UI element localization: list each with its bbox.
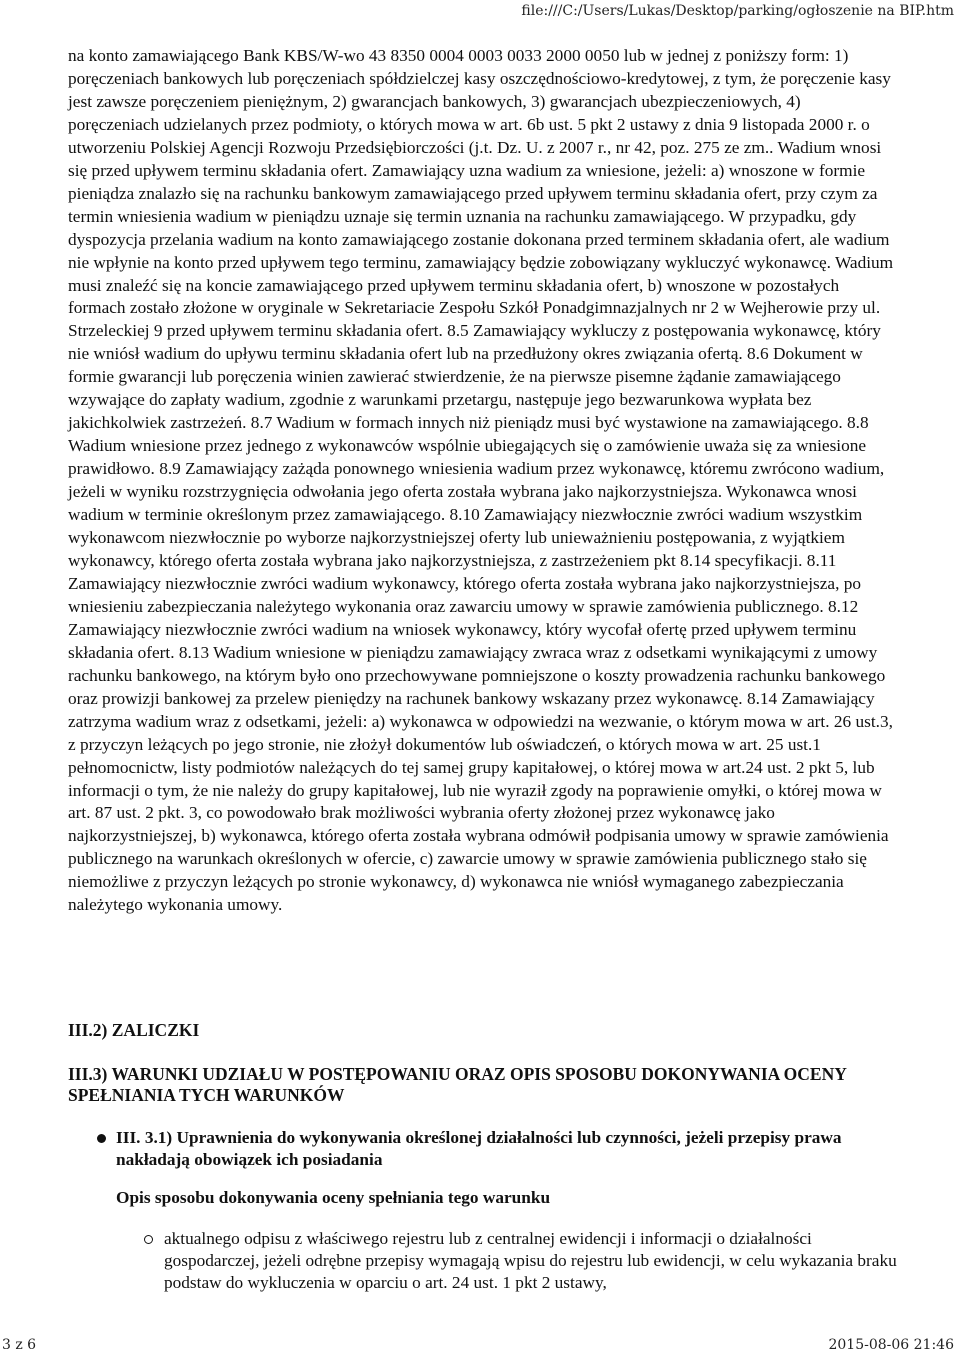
section-heading-zaliczki: III.2) ZALICZKI	[68, 1020, 200, 1040]
list-item	[164, 1228, 906, 1294]
page-number: 3 z 6	[2, 1337, 37, 1353]
subheading-opis: Opis sposobu dokonywania oceny spełniania tego warunku	[116, 1188, 551, 1207]
list-item	[116, 1127, 906, 1171]
print-header-path: file:///C:/Users/Lukas/Desktop/parking/ogłoszenie na BIP.htm	[521, 3, 954, 19]
bullet-text: III. 3.1) Uprawnienia do wykonywania określonej działalności lub czynności, jeżeli przepisy prawa nakładają obowiązek ich posiadania	[116, 1128, 842, 1169]
print-timestamp: 2015-08-06 21:46	[828, 1337, 954, 1353]
sub-bullet-list	[164, 1228, 906, 1294]
sub-bullet-text: aktualnego odpisu z właściwego rejestru lub z centralnej ewidencji i informacji o działalności gospodarczej, jeżeli odrębne przepisy wymagają wpisu do rejestru lub ewidencji, w celu wykazania braku podstaw do wykluczenia w oparciu o art. 24 ust. 1 pkt 2 ustawy,	[164, 1229, 897, 1292]
bullet-circle-icon	[144, 1235, 153, 1244]
main-paragraph: na konto zamawiającego Bank KBS/W-wo 43 8350 0004 0003 0033 2000 0050 lub w jednej z poniższy form: 1) poręczeniach bankowych lub poręczeniach spółdzielczej kasy oszczędnościowo-kredytowej, z tym, że poręczenie kasy jest zawsze poręczeniem pieniężnym, 2) gwarancjach bankowych, 3) gwarancjach ubezpieczeniowych, 4) poręczeniach udzielanych przez podmioty, o których mowa w art. 6b ust. 5 pkt 2 ustawy z dnia 9 listopada 2000 r. o utworzeniu Polskiej Agencji Rozwoju Przedsiębiorczości (j.t. Dz. U. z 2007 r., nr 42, poz. 275 ze zm.. Wadium wnosi się przed upływem terminu składania ofert. Zamawiający uzna wadium za wniesione, jeżeli: a) wnoszone w formie pieniądza znalazło się na rachunku bankowym zamawiającego przed upływem terminu składania ofert, przy czym za termin wniesienia wadium w pieniądzu uznaje się termin uznania na rachunku zamawiającego. W przypadku, gdy dyspozycja przelania wadium na konto zamawiającego zostanie dokonana przed terminem składania ofert, ale wadium nie wpłynie na konto przed upływem tego terminu, zamawiający będzie zobowiązany wykluczyć wykonawcę. Wadium musi znaleźć się na koncie zamawiającego przed upływem terminu składania ofert, b) wnoszone w pozostałych formach zostało złożone w oryginale w Sekretariacie Zespołu Szkół Ponadgimnazjalnych nr 2 w Wejherowie przy ul. Strzeleckiej 9 przed upływem terminu składania ofert. 8.5 Zamawiający wykluczy z postępowania wykonawcę, który nie wniósł wadium do upływu terminu składania ofert lub na przedłużony okres związania ofertą. 8.6 Dokument w formie gwarancji lub poręczenia winien zawierać stwierdzenie, że na pierwsze pisemne żądanie zamawiającego wzywające do zapłaty wadium, zgodnie z warunkami przetargu, następuje jego bezwarunkowa wypłata bez jakichkolwiek zastrzeżeń. 8.7 Wadium w formach innych niż pieniądz musi być wystawione na zamawiającego. 8.8 Wadium wniesione przez jednego z wykonawców wspólnie ubiegających się o zamówienie uważa się za wniesione prawidłowo. 8.9 Zamawiający zażąda ponownego wniesienia wadium przez wykonawcę, któremu zwrócono wadium, jeżeli w wyniku rozstrzygnięcia odwołania jego oferta została wybrana jako najkorzystniejsza. Wykonawca wnosi wadium w terminie określonym przez zamawiającego. 8.10 Zamawiający niezwłocznie zwróci wadium wszystkim wykonawcom niezwłocznie po wyborze najkorzystniejszej oferty lub unieważnieniu postępowania, z wyjątkiem wykonawcy, którego oferta została wybrana jako najkorzystniejsza, z zastrzeżeniem pkt 8.14 specyfikacji. 8.11 Zamawiający niezwłocznie zwróci wadium wykonawcy, którego oferta została wybrana jako najkorzystniejsza, po wniesieniu zabezpieczania należytego wykonania oraz zawarciu umowy w sprawie zamówienia publicznego. 8.12 Zamawiający niezwłocznie zwróci wadium na wniosek wykonawcy, który wycofał ofertę przed upływem terminu składania ofert. 8.13 Wadium wniesione w pieniądzu zamawiający zwraca wraz z odsetkami wynikającymi z umowy rachunku bankowego, na którym było ono przechowywane pomniejszone o koszty prowadzenia rachunku bankowego oraz prowizji bankowej za przelew pieniędzy na rachunek bankowy wskazany przez wykonawcę. 8.14 Zamawiający zatrzyma wadium wraz z odsetkami, jeżeli: a) wykonawca w odpowiedzi na wezwanie, o którym mowa w art. 26 ust.3, z przyczyn leżących po jego stronie, nie złożył dokumentów lub oświadczeń, o których mowa w art. 25 ust.1 pełnomocnictw, listy podmiotów należących do tej samej grupy kapitałowej, o której mowa w art.24 ust. 2 pkt 5, lub informacji o tym, że nie należy do grupy kapitałowej, lub nie wyraził zgody na poprawienie omyłki, o której mowa w art. 87 ust. 2 pkt. 3, co powodowało brak możliwości wybrania oferty złożonej przez wykonawcę jako najkorzystniejszej, b) wykonawca, którego oferta została wybrana odmówił podpisania umowy w sprawie zamówienia publicznego na warunkach określonych w ofercie, c) zawarcie umowy w sprawie zamówienia publicznego stało się niemożliwe z przyczyn leżących po stronie wykonawcy, d) wykonawca nie wniósł wymaganego zabezpieczania należytego wykonania umowy.	[68, 46, 894, 915]
bullet-list	[116, 1127, 906, 1171]
section-heading-warunki: III.3) WARUNKI UDZIAŁU W POSTĘPOWANIU ORAZ OPIS SPOSOBU DOKONYWANIA OCENY SPEŁNIANIA TYCH WARUNKÓW	[68, 1064, 847, 1105]
bullet-disc-icon	[97, 1134, 106, 1143]
